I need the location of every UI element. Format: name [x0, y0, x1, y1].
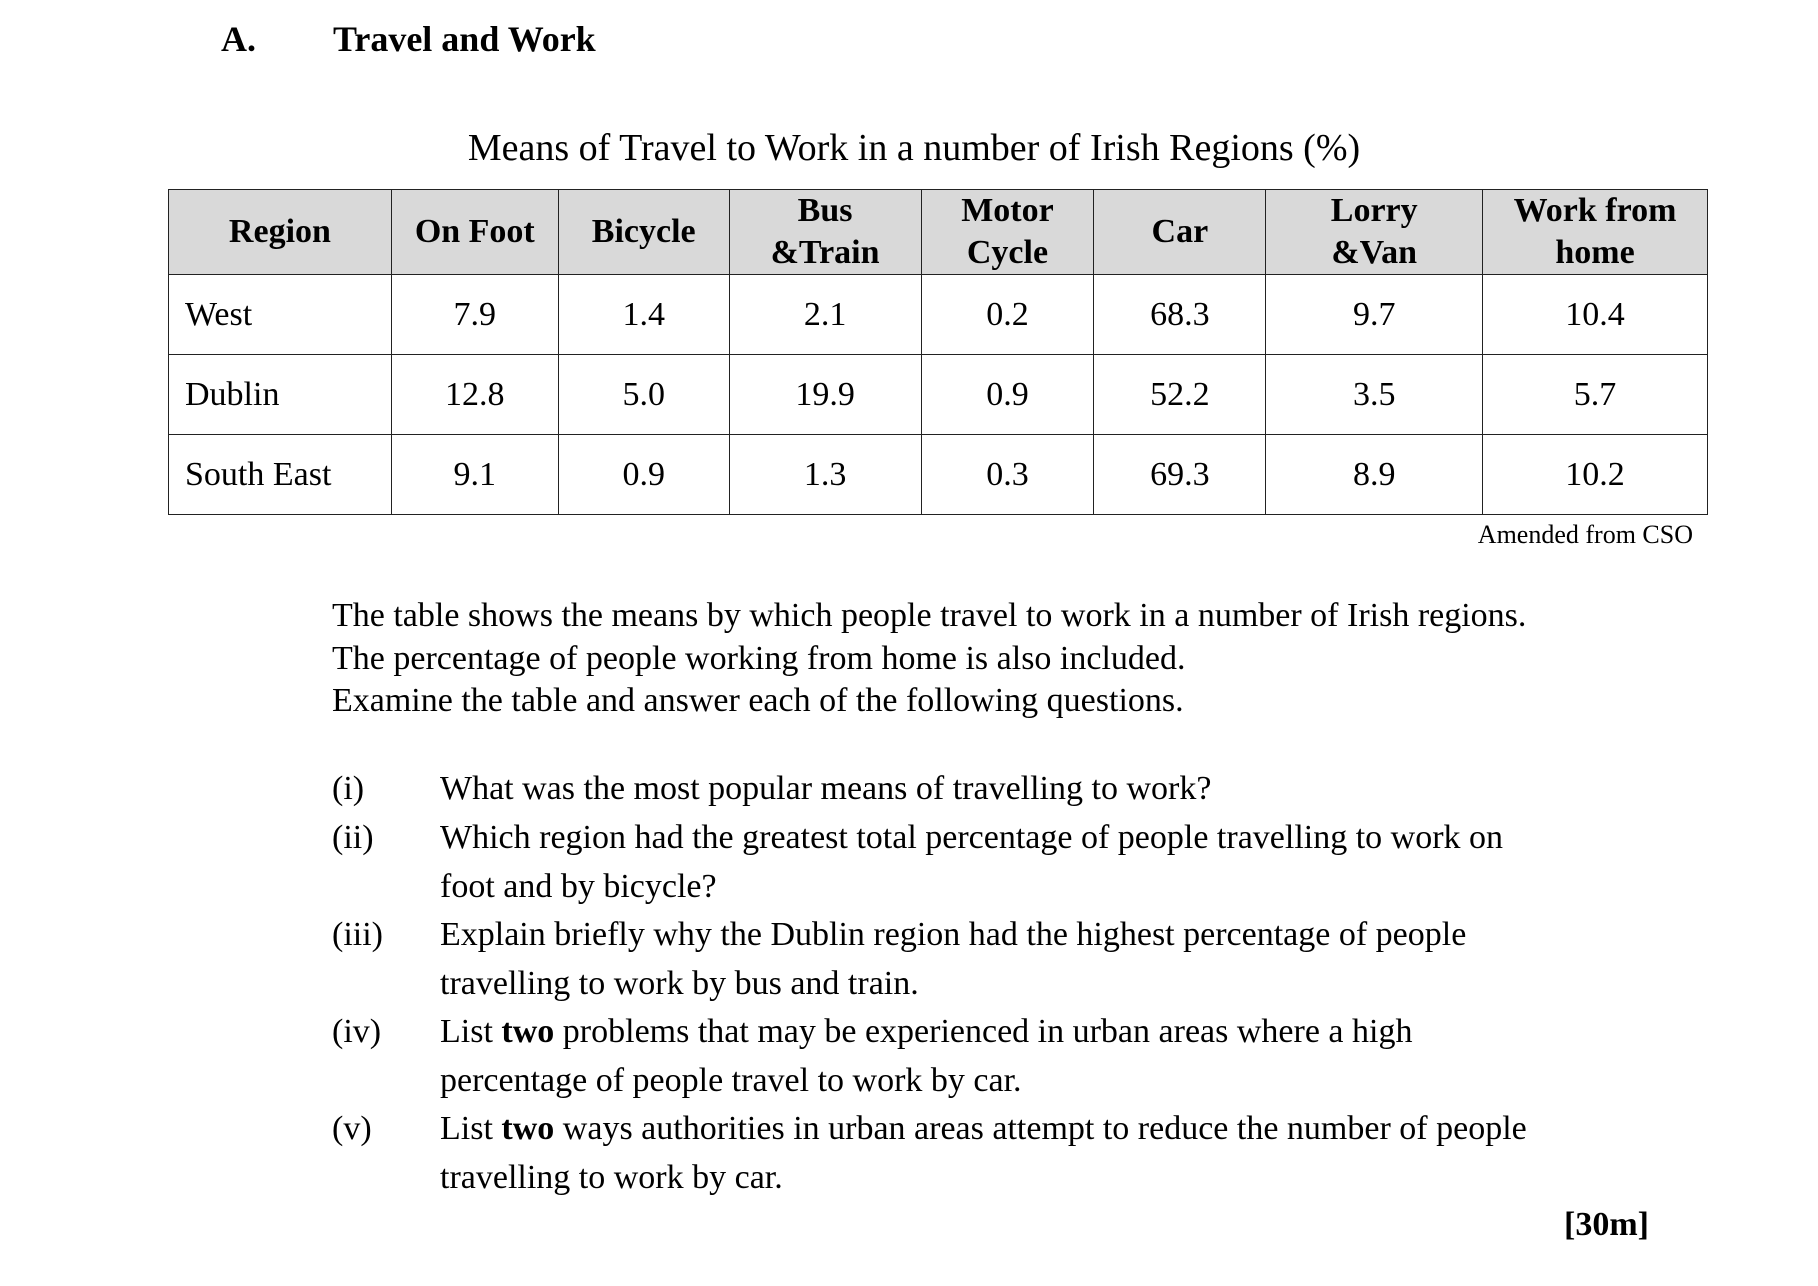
question-number: (i) — [332, 770, 365, 807]
question-number: (iii) — [332, 916, 383, 953]
section-letter: A. — [221, 19, 256, 59]
value-cell: 5.0 — [558, 355, 729, 435]
column-header — [1266, 190, 1483, 275]
table-source: Amended from CSO — [1477, 520, 1693, 549]
question-text-part: List — [440, 1110, 502, 1147]
value-cell: 52.2 — [1094, 355, 1266, 435]
region-cell: West — [169, 275, 392, 355]
value-cell: 69.3 — [1094, 435, 1266, 515]
column-header — [1483, 190, 1708, 275]
table-header-row — [169, 190, 1708, 275]
column-header-text: &Train — [770, 234, 880, 271]
intro-line: Examine the table and answer each of the following questions. — [332, 682, 1184, 719]
value-cell: 7.9 — [391, 275, 558, 355]
question-text: travelling to work by bus and train. — [440, 964, 919, 1002]
column-header-text: &Van — [1331, 234, 1418, 271]
value-cell: 1.3 — [729, 435, 921, 515]
column-header-text: Car — [1151, 213, 1209, 250]
value-cell: 1.4 — [558, 275, 729, 355]
marks: [30m] — [1564, 1206, 1649, 1243]
section-title: Travel and Work — [333, 19, 596, 59]
table-row — [169, 355, 1708, 435]
column-header-text: Lorry — [1330, 192, 1418, 229]
column-header-text: On Foot — [414, 213, 535, 250]
value-cell: 68.3 — [1094, 275, 1266, 355]
question-number: (v) — [332, 1110, 372, 1147]
column-header — [391, 190, 558, 275]
column-header-text: Bicycle — [591, 213, 696, 250]
question-text: Explain briefly why the Dublin region had the highest percentage of people — [440, 916, 1467, 953]
value-cell: 5.7 — [1483, 355, 1708, 435]
value-cell: 9.1 — [391, 435, 558, 515]
value-cell: 12.8 — [391, 355, 558, 435]
value-cell: 0.9 — [921, 355, 1094, 435]
value-cell: 2.1 — [729, 275, 921, 355]
column-header-text: Cycle — [966, 234, 1049, 271]
question-text: Which region had the greatest total percentage of people travelling to work on — [440, 819, 1504, 856]
column-header-text: Work from — [1513, 192, 1677, 229]
intro-line: The table shows the means by which people travel to work in a number of Irish regions. — [332, 597, 1527, 634]
value-cell: 10.2 — [1483, 435, 1708, 515]
column-header — [169, 190, 392, 275]
column-header-text: Motor — [961, 192, 1054, 229]
region-cell: South East — [169, 435, 392, 515]
column-header — [921, 190, 1094, 275]
travel-table — [168, 189, 1708, 515]
value-cell: 3.5 — [1266, 355, 1483, 435]
question-number: (iv) — [332, 1013, 382, 1050]
table-title: Means of Travel to Work in a number of Irish Regions (%) — [467, 127, 1361, 169]
question-text: What was the most popular means of travelling to work? — [440, 770, 1212, 807]
value-cell: 9.7 — [1266, 275, 1483, 355]
column-header-text: Bus — [797, 192, 853, 229]
column-header — [1094, 190, 1266, 275]
question-text — [440, 1110, 1527, 1148]
question-number: (ii) — [332, 819, 374, 856]
question-text: travelling to work by car. — [440, 1158, 783, 1196]
value-cell: 19.9 — [729, 355, 921, 435]
question-text-part: problems that may be experienced in urban areas where a high — [554, 1013, 1413, 1050]
value-cell: 0.3 — [921, 435, 1094, 515]
question-text: percentage of people travel to work by car. — [440, 1061, 1022, 1099]
value-cell: 10.4 — [1483, 275, 1708, 355]
column-header-text: Region — [228, 213, 331, 250]
table-row — [169, 435, 1708, 515]
value-cell: 8.9 — [1266, 435, 1483, 515]
question-text-part: List — [440, 1013, 502, 1050]
region-cell: Dublin — [169, 355, 392, 435]
question-text-part: ways authorities in urban areas attempt to reduce the number of people — [554, 1110, 1527, 1147]
column-header — [558, 190, 729, 275]
emphasis-text: two — [501, 1110, 555, 1147]
value-cell: 0.9 — [558, 435, 729, 515]
intro-line: The percentage of people working from home is also included. — [332, 640, 1186, 677]
question-text: foot and by bicycle? — [440, 867, 717, 905]
column-header-text: home — [1555, 234, 1635, 271]
column-header — [729, 190, 921, 275]
table-row — [169, 275, 1708, 355]
question-text — [440, 1013, 1412, 1051]
value-cell: 0.2 — [921, 275, 1094, 355]
emphasis-text: two — [501, 1013, 555, 1050]
